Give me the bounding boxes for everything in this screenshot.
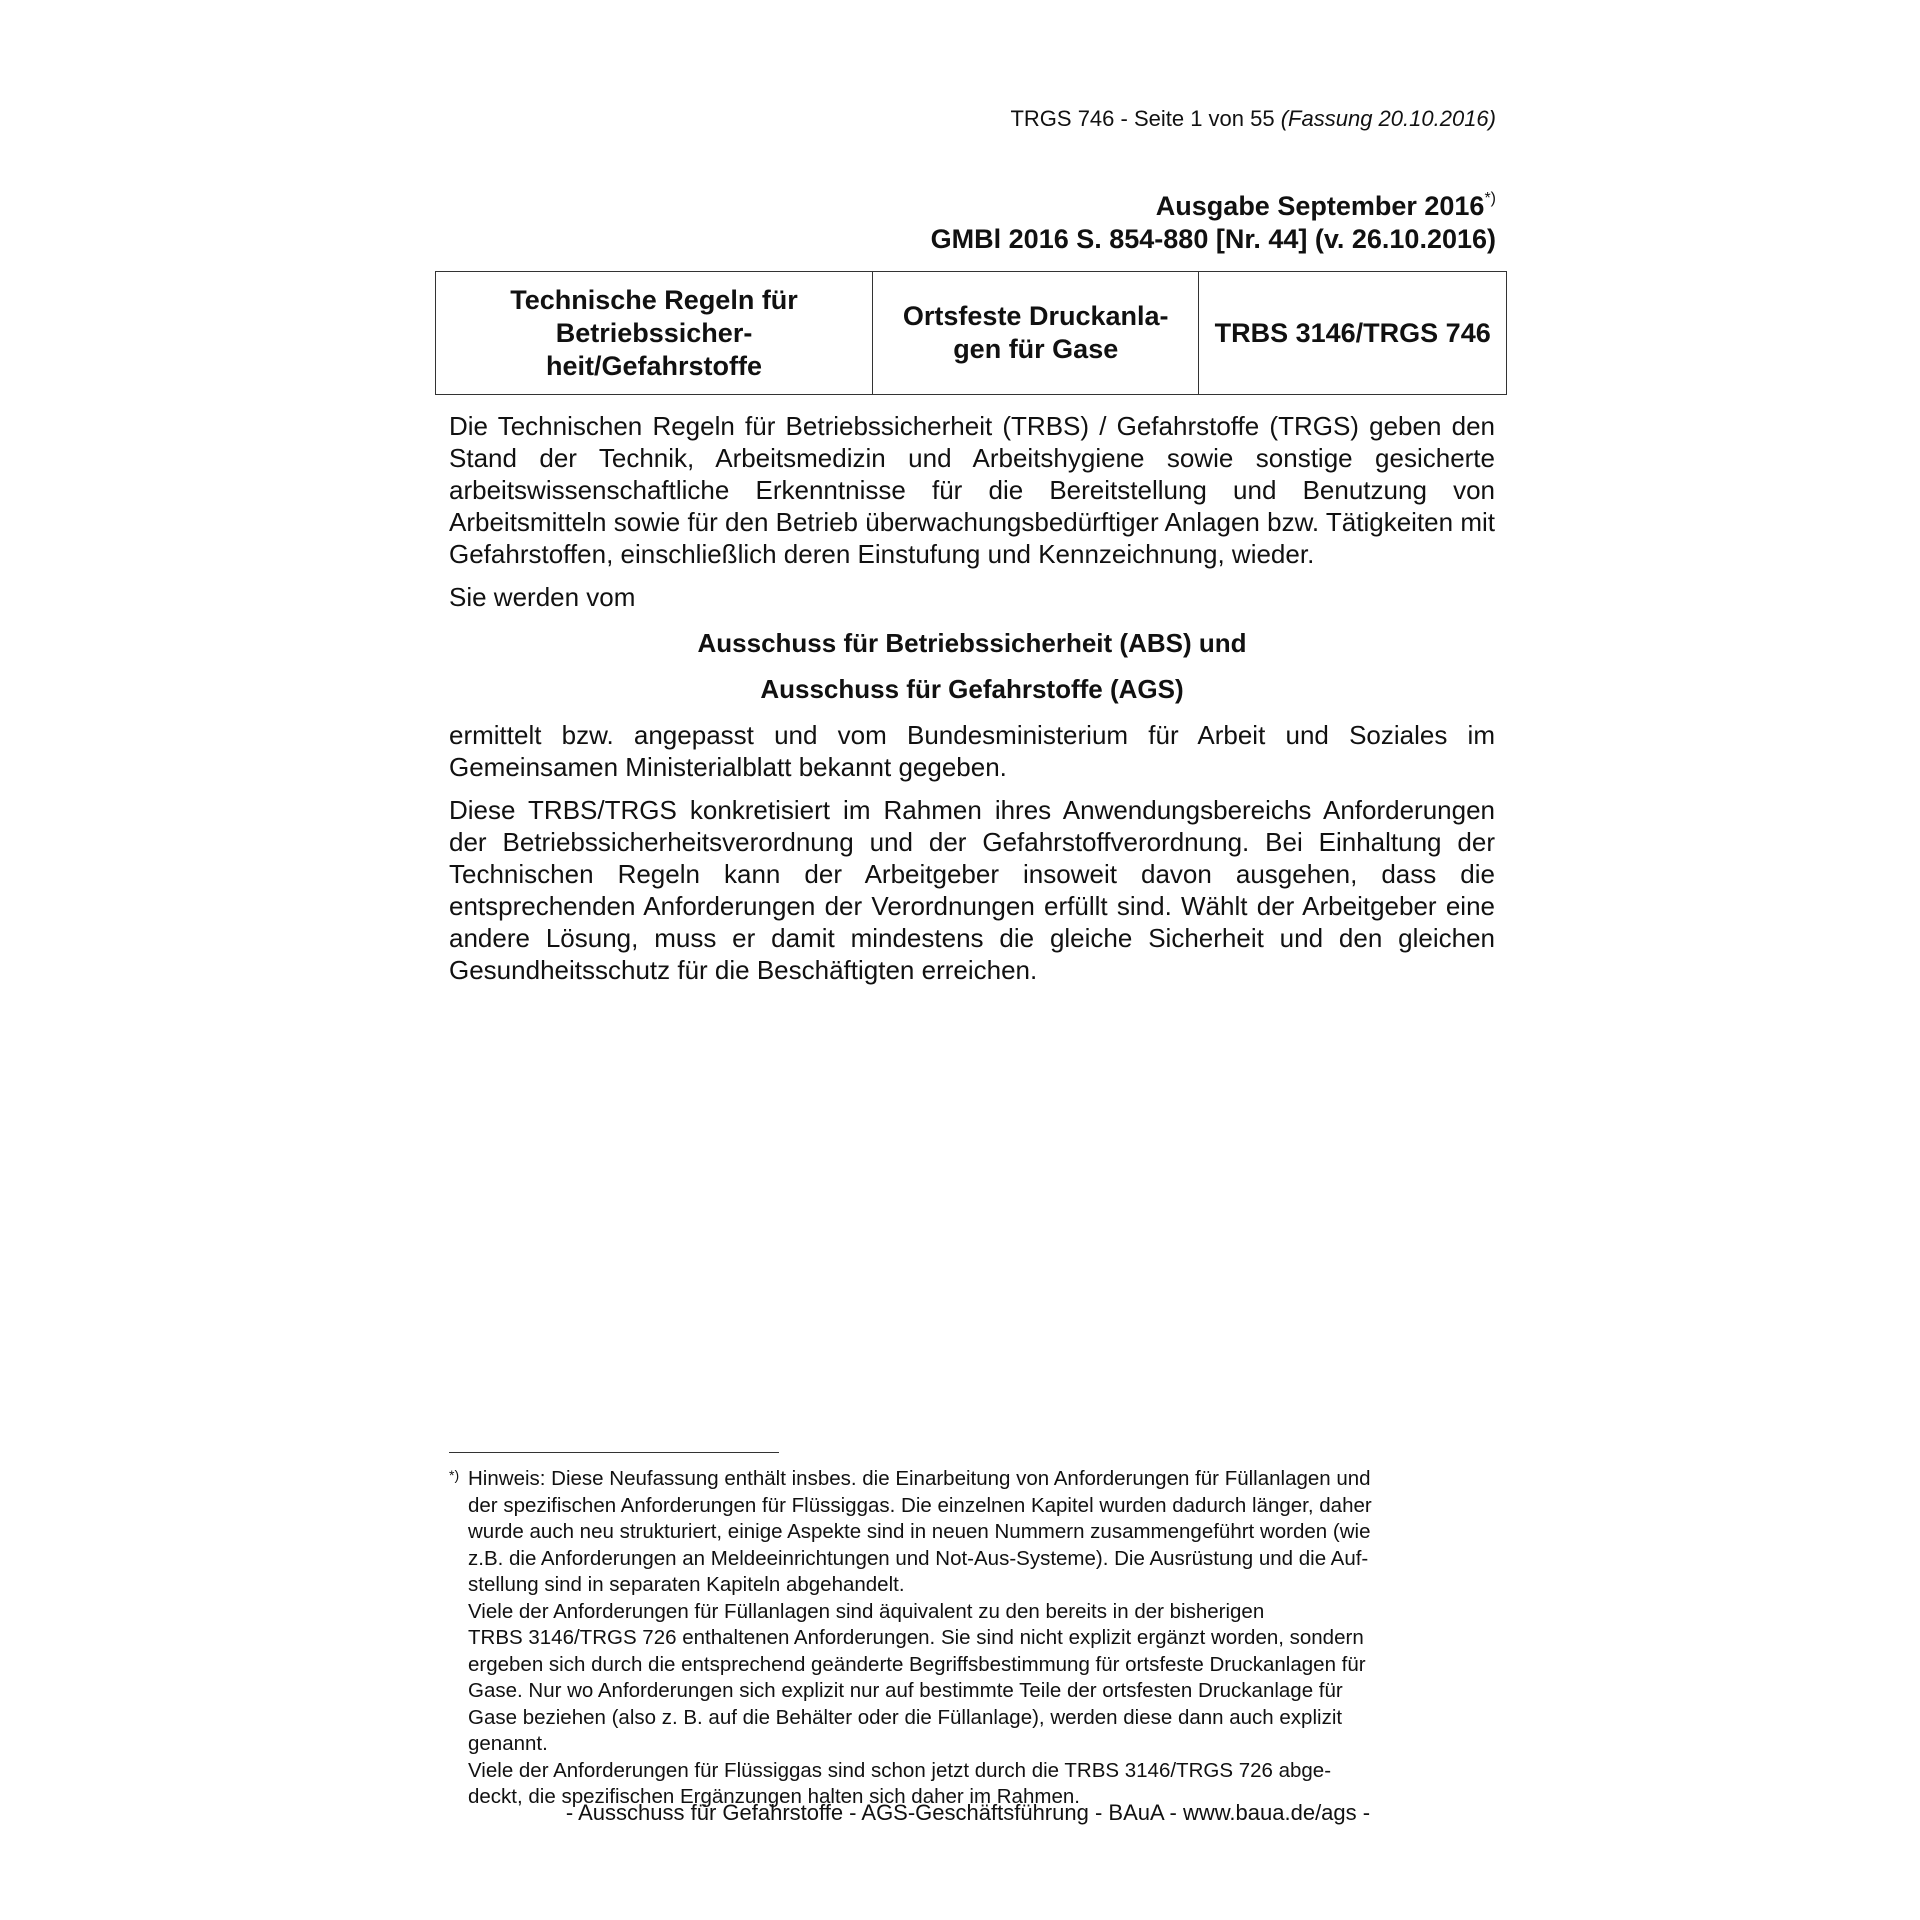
footnote-line: Viele der Anforderungen für Flüssiggas sind schon jetzt durch die TRBS 3146/TRGS 726 abge- [468, 1758, 1332, 1782]
version-date: (Fassung 20.10.2016) [1280, 106, 1496, 131]
footnote-separator [449, 1452, 779, 1453]
footnote-line: der spezifischen Anforderungen für Flüssiggas. Die einzelnen Kapitel wurden dadurch länger, daher [468, 1493, 1372, 1517]
footnote-line: deckt, die spezifischen Ergänzungen halten sich daher im Rahmen. [468, 1785, 1080, 1808]
footnote-mark: *) [449, 1467, 460, 1483]
title-cell-rules: Technische Regeln für Betriebssicher-heit/Gefahrstoffe [436, 272, 873, 395]
issue-date-text: Ausgabe September 2016 [1155, 191, 1485, 221]
committee-ags: Ausschuss für Gefahrstoffe (AGS) [760, 674, 1184, 704]
footnote-line: wurde auch neu strukturiert, einige Aspekte sind in neuen Nummern zusammengeführt worden (wie [468, 1520, 1371, 1543]
committee-lead-in: Sie werden vom [449, 582, 636, 612]
intro-paragraph: Die Technischen Regeln für Betriebssicherheit (TRBS) / Gefahrstoffe (TRGS) geben den Stand der Technik, Arbeitsmedizin und Arbeitshygiene sowie sonstige gesicherte arbeitswissenschaftliche Erkenntnisse für die Bereitstellung und Benutzung von Arbeitsmitteln sowie für den Betrieb überwachungsbedürftiger Anlagen bzw. Tätigkeiten mit Gefahrstoffen, einschließlich deren Einstufung und Kennzeichnung, wieder. [449, 411, 1495, 569]
issue-block [931, 190, 1496, 256]
footnote-line: stellung sind in separaten Kapiteln abgehandelt. [468, 1573, 905, 1596]
footnote-line: genannt. [468, 1732, 548, 1755]
footnote-body [449, 1466, 1495, 1811]
title-table [435, 271, 1507, 395]
issue-footnote-mark: *) [1484, 190, 1496, 207]
footnote-line: Hinweis: Diese Neufassung enthält insbes. die Einarbeitung von Anforderungen für Füllanlagen und [468, 1467, 1371, 1490]
footnote-line: Gase beziehen (also z. B. auf die Behälter oder die Füllanlage), werden diese dann auch explizit [468, 1705, 1343, 1729]
scope-paragraph: Diese TRBS/TRGS konkretisiert im Rahmen ihres Anwendungsbereichs Anforderungen der Betriebssicherheitsverordnung und der Gefahrstoffverordnung. Bei Einhaltung der Technischen Regeln kann der Arbeitgeber insoweit davon ausgehen, dass die entsprechenden Anforderungen der Verordnungen erfüllt sind. Wählt der Arbeitgeber eine andere Lösung, muss er damit mindestens die gleiche Sicherheit und den gleichen Gesundheitsschutz für die Beschäftigten erreichen. [449, 795, 1495, 985]
page-indicator: TRGS 746 - Seite 1 von 55 [1010, 106, 1275, 131]
committee-abs: Ausschuss für Betriebssicherheit (ABS) und [697, 628, 1247, 658]
footnote-line: z.B. die Anforderungen an Meldeeinrichtungen und Not-Aus-Systeme). Die Ausrüstung und die Auf- [468, 1546, 1369, 1570]
footnote [449, 1466, 1495, 1811]
issue-date [931, 190, 1496, 223]
footnote-line: ergeben sich durch die entsprechend geänderte Begriffsbestimmung für ortsfeste Druckanlagen für [468, 1652, 1366, 1676]
publication-reference: GMBl 2016 S. 854-880 [Nr. 44] (v. 26.10.2016) [930, 224, 1496, 254]
footnote-line: Gase. Nur wo Anforderungen sich explizit nur auf bestimmte Teile der ortsfesten Druckanlage für [468, 1679, 1343, 1702]
page-footer: - Ausschuss für Gefahrstoffe - AGS-Geschäftsführung - BAuA - www.baua.de/ags - [565, 1800, 1371, 1825]
title-cell-subject: Ortsfeste Druckanla-gen für Gase [873, 272, 1199, 395]
body-text [449, 410, 1495, 997]
title-cell-code: TRBS 3146/TRGS 746 [1199, 272, 1507, 395]
footnote-line: TRBS 3146/TRGS 726 enthaltenen Anforderungen. Sie sind nicht explizit ergänzt worden, sondern [468, 1626, 1364, 1649]
footnote-line: Viele der Anforderungen für Füllanlagen sind äquivalent zu den bereits in der bisherigen [468, 1599, 1265, 1623]
running-header [1010, 106, 1496, 132]
publication-paragraph: ermittelt bzw. angepasst und vom Bundesministerium für Arbeit und Soziales im Gemeinsamen Ministerialblatt bekannt gegeben. [449, 720, 1495, 782]
